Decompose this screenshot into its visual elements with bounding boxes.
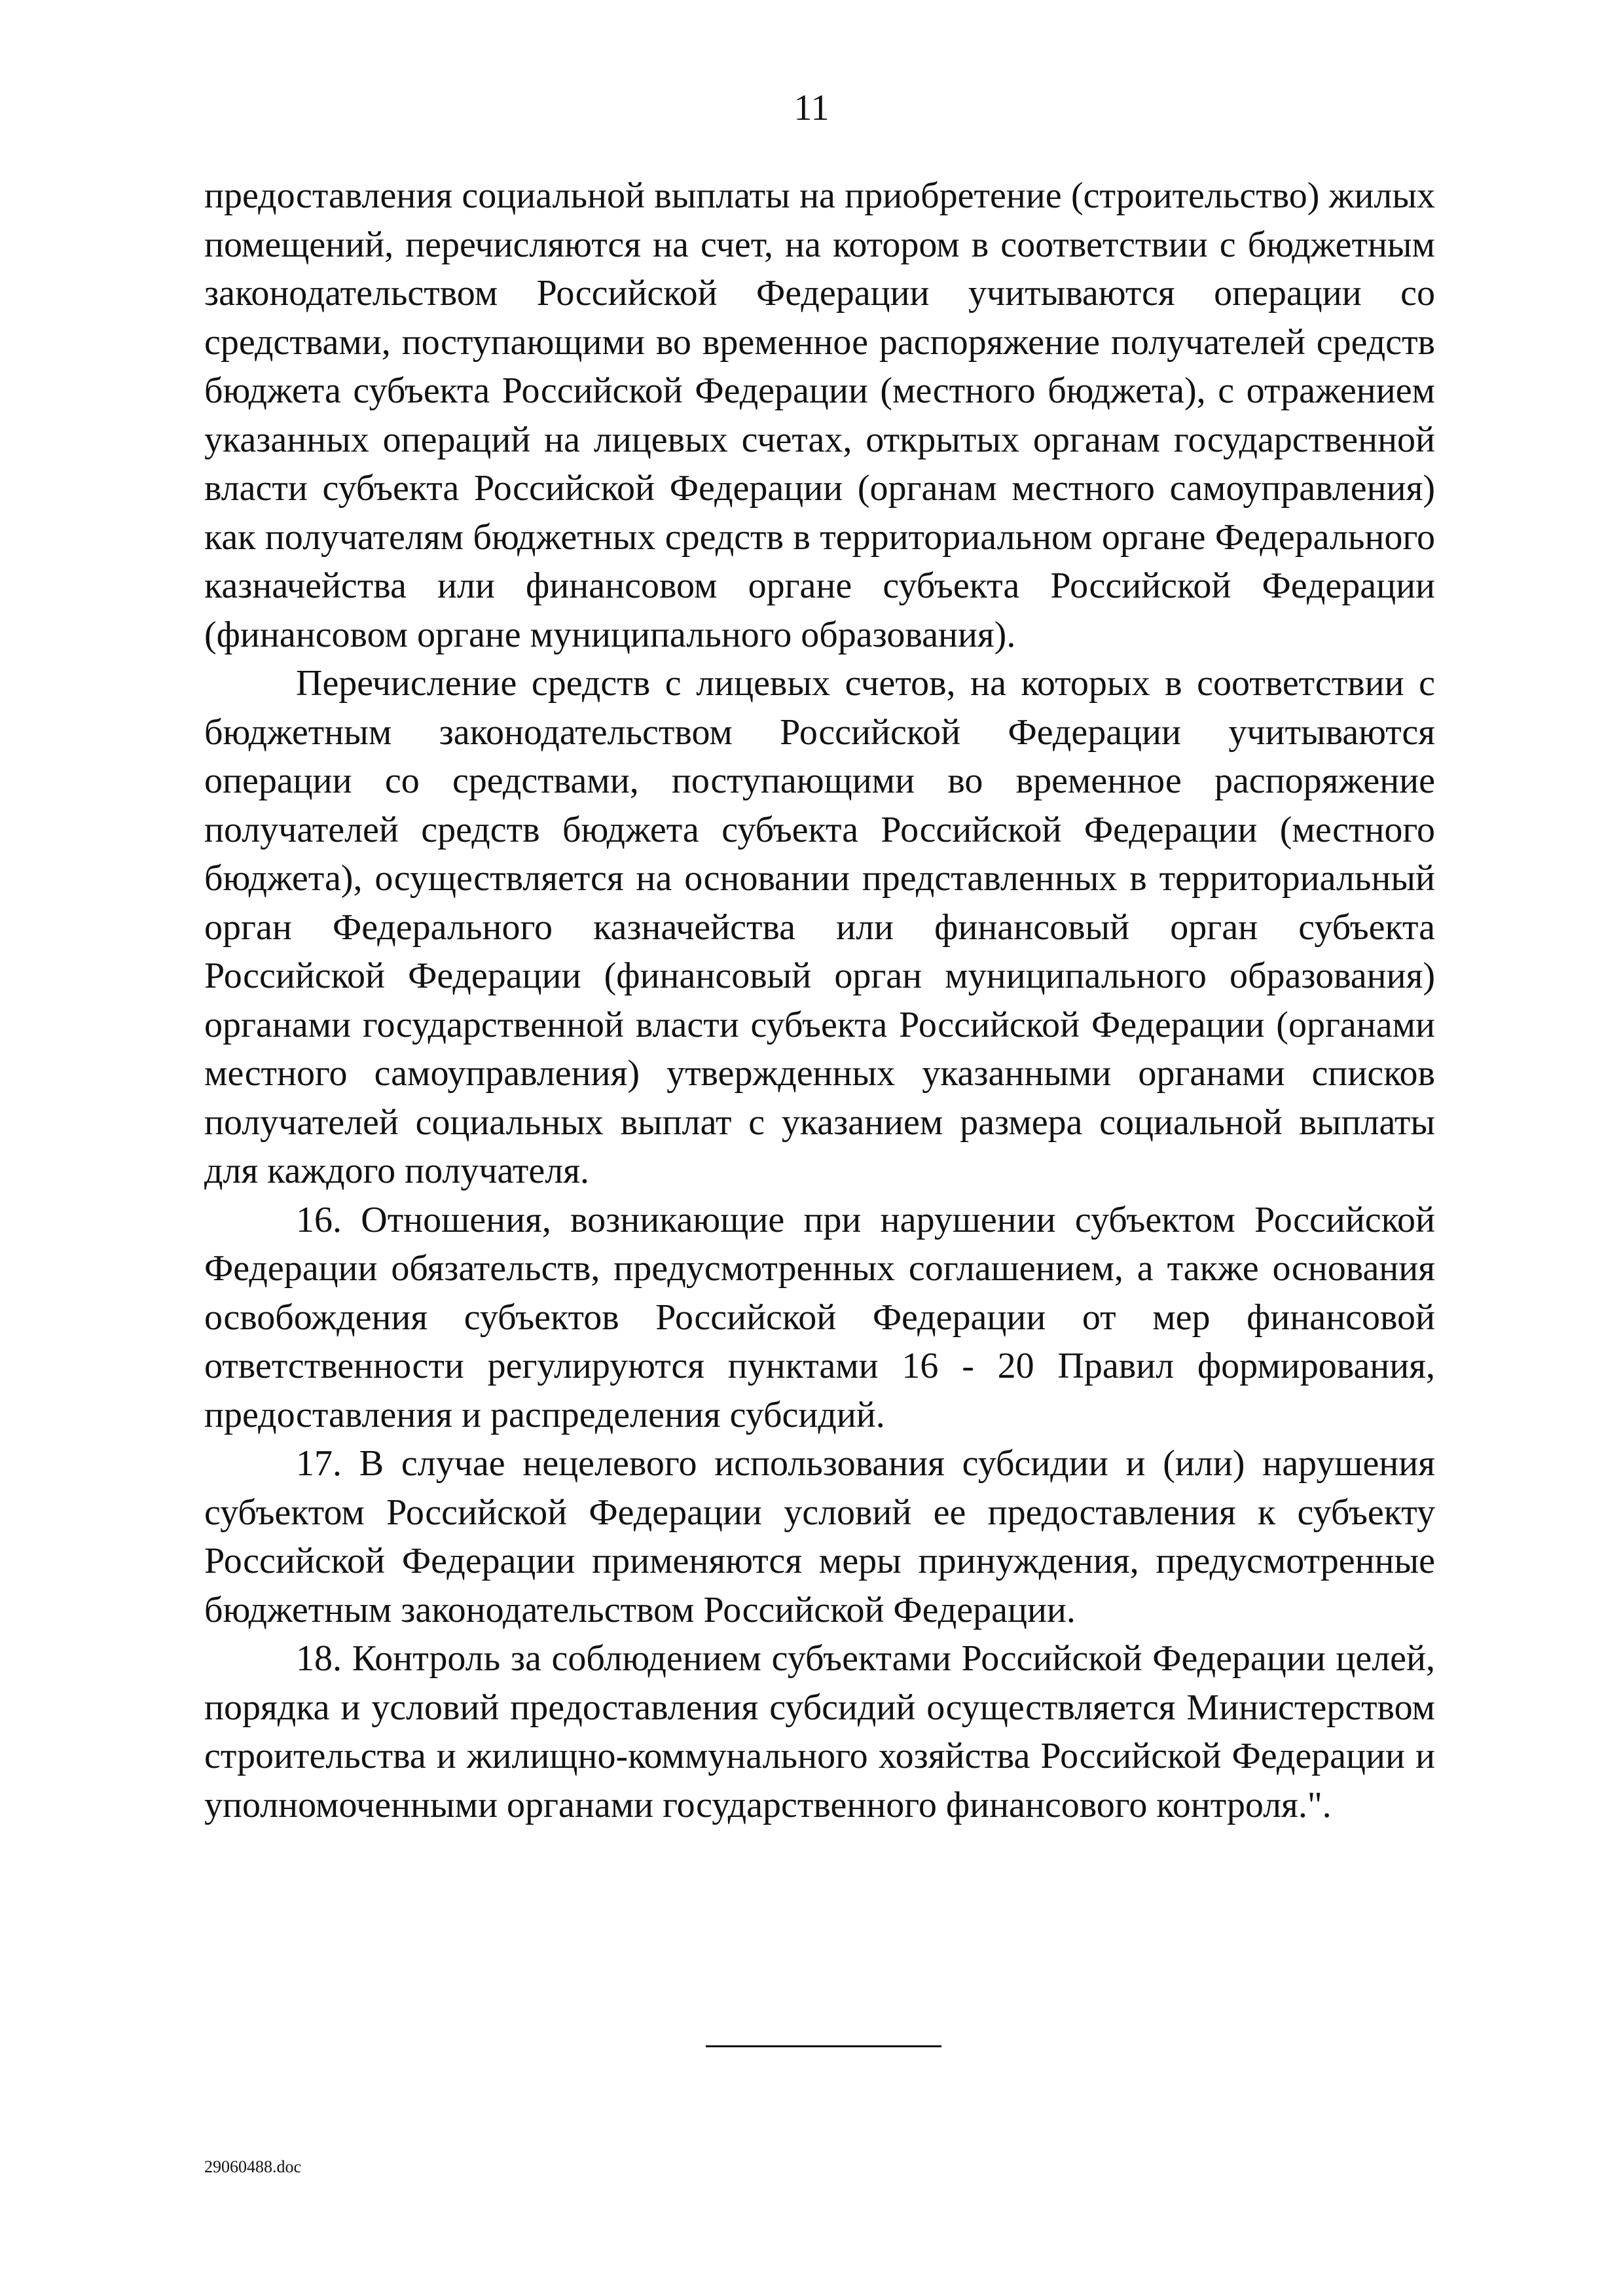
end-of-document-rule — [706, 2045, 941, 2047]
paragraph-item-16: 16. Отношения, возникающие при нарушении субъектом Российской Федерации обязательств, предусмотренных соглашением, а также основания освобождения субъектов Российской Федерации от мер финансовой ответственности регулируются пунктами 16 - 20 Правил формирования, предоставления и распределения субсидий. — [204, 1199, 1435, 1435]
document-file-code: 29060488.doc — [204, 2157, 302, 2176]
paragraph-continuation: предоставления социальной выплаты на приобретение (строительство) жилых помещений, перечисляются на счет, на котором в соответствии с бюджетным законодательством Российской Федерации учитываются операции со средствами, поступающими во временное распоряжение получателей средств бюджета субъекта Российской Федерации (местного бюджета), с отражением указанных операций на лицевых счетах, открытых органам государственной власти субъекта Российской Федерации (органам местного самоуправления) как получателям бюджетных средств в территориальном органе Федерального казначейства или финансовом органе субъекта Российской Федерации (финансовом органе муниципального образования). — [204, 175, 1435, 655]
document-body — [204, 171, 1435, 1829]
paragraph-item-17: 17. В случае нецелевого использования субсидии и (или) нарушения субъектом Российской Федерации условий ее предоставления к субъекту Российской Федерации применяются меры принуждения, предусмотренные бюджетным законодательством Российской Федерации. — [204, 1443, 1435, 1630]
page-number: 11 — [793, 88, 830, 128]
paragraph-transfer-of-funds: Перечисление средств с лицевых счетов, на которых в соответствии с бюджетным законодательством Российской Федерации учитываются операции со средствами, поступающими во временное распоряжение получателей средств бюджета субъекта Российской Федерации (местного бюджета), осуществляется на основании представленных в территориальный орган Федерального казначейства или финансовый орган субъекта Российской Федерации (финансовый орган муниципального образования) органами государственной власти субъекта Российской Федерации (органами местного самоуправления) утвержденных указанными органами списков получателей социальных выплат с указанием размера социальной выплаты для каждого получателя. — [204, 663, 1435, 1191]
paragraph-item-18: 18. Контроль за соблюдением субъектами Российской Федерации целей, порядка и условий предоставления субсидий осуществляется Министерством строительства и жилищно-коммунального хозяйства Российской Федерации и уполномоченными органами государственного финансового контроля.". — [204, 1638, 1435, 1825]
